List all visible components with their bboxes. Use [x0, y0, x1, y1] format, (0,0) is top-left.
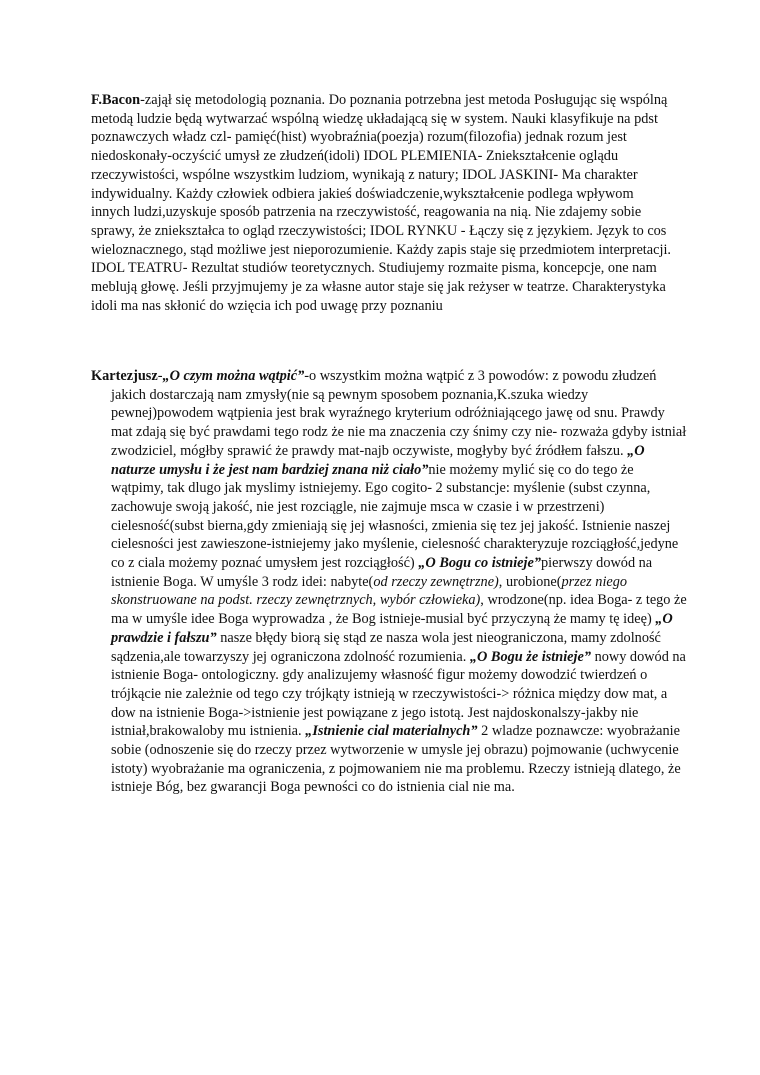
bacon-text: -zajął się metodologią poznania. Do poznania potrzebna jest metoda Posługując się wspólną metodą ludzie będą wytwarzać wspólną wiedzę układającą się w system. Nauki klasyfikuje na pdst poznawczych władz czl- pamięć(hist) wyobraźnia(poezja) rozum(filozofia) jednak rozum jest niedoskonały-oczyścić umysł ze złudzeń(idoli) IDOL PLEMIENIA- Zniekształcenie oglądu rzeczywistości, wspólne wszystkim ludziom, wynikają z natury; IDOL JASKINI- Ma charakter indywidualny. Każdy człowiek odbiera jakieś doświadczenie,wykształcenie podlega wpływom innych ludzi,uzyskuje sposób patrzenia na rzeczywistość, reagowania na nią. Nie zdajemy sobie sprawy, że zniekształca to ogląd rzeczywistości; IDOL RYNKU - Łączy się z językiem. Język to cos wieloznacznego, stąd możliwe jest nieporozumienie. Każdy zapis staje się przedmiotem interpretacji. IDOL TEATRU- Rezultat studiów teoretycznych. Studiujemy rozmaite pisma, koncepcje, one nam meblują głowę. Jeśli przyjmujemy je za własne autor staje się jak reżyser w teatrze. Charakterystyka idoli ma nas skłonić do wzięcia ich pod uwagę przy poznaniu: [91, 92, 671, 314]
heading-o-prawdzie-i-falszu: „O prawdzie i fałszu”: [111, 611, 673, 646]
text-segment: , wrodzone(np. idea Boga- z tego że ma w umyśle idee Boga wyprowadza , że Bog istnieje-musial być przyczyną że mamy tę ideę): [111, 592, 687, 628]
heading-istnienie-cial-materialnych: „Istnienie cial materialnych”: [305, 723, 478, 740]
kartezjusz-separator: -: [157, 368, 163, 384]
text-segment: nowy dowód na istnienie Boga- ontologiczny. gdy analizujemy własność figur możemy dowodzić twierdzeń o trójkącie nie zależnie od tego czy trójkąty istnieją w rzeczywistości-> różnica między dow mat, a dow na istnienie Boga->istnienie jest powiązane z jego istotą. Jest najdoskonalszy-jakby nie istniał,brakowaloby mu istnienia.: [111, 648, 686, 740]
kartezjusz-name: Kartezjusz: [91, 368, 158, 384]
text-segment: nie możemy mylić się co do tego że wątpimy, tak dlugo jak myslimy istniejemy. Ego cogito- 2 substancje: myślenie (subst czynna, zachowuje swoją jakość, nie jest rozciągle, nie zajmuje msca w czasie i w przestrzeni) cielesność(subst bierna,gdy zmieniają się jej własności, zmienia się tez jej jakość. Istnienie naszej cielesności jest zawieszone-istniejemy jako myślenie, cielesność charakteryzuje rozciągłość,jedyne co z ciala możemy poznać umysłem jest rozciągłość): [111, 461, 679, 572]
bacon-paragraph: [91, 91, 671, 315]
text-segment: pierwszy dowód na istnienie Boga. W umyśle 3 rodz idei: nabyte(: [111, 555, 653, 590]
heading-o-czym-mozna-watpic: „O czym można wątpić”: [162, 368, 305, 384]
text-segment: -o wszystkim można wątpić z 3 powodów: z powodu złudzeń jakich dostarczają nam zmysły(nie są pewnym sposobem poznania,K.szuka wiedzy pewnej)powodem wątpienia jest brak wyraźnego kryterium odróżniającego jawę od snu. Prawdy mat zdają się być prawdami tego rodz że nie ma znaczenia czy śnimy czy nie- rozważa gdyby istniał zwodziciel, mógłby sprawić że prawdy mat-najb oczywiste, mogłyby być źródłem fałszu.: [111, 368, 687, 459]
kartezjusz-paragraph: [91, 367, 689, 797]
heading-o-naturze-umyslu: „O naturze umysłu i że jest nam bardziej znana niż ciało”: [111, 442, 645, 478]
heading-o-bogu-ze-istnieje: „O Bogu że istnieje”: [469, 648, 591, 665]
italic-note: przez niego skonstruowane na podst. rzeczy zewnętrznych, wybór człowieka): [111, 573, 628, 609]
bacon-name: F.Bacon: [91, 92, 141, 108]
text-segment: 2 wladze poznawcze: wyobrażanie sobie (odnoszenie się do rzeczy przez wytworzenie w umysle jej obrazu) pojmowanie (uchwycenie istoty) wyobrażanie ma ograniczenia, z pojmowaniem nie ma problemu. Rzeczy istnieją dlatego, że istnieje Bóg, bez gwarancji Boga pewności co do istnienia cial nie ma.: [111, 723, 681, 796]
heading-o-bogu-co-istnieje: „O Bogu co istnieje”: [418, 555, 541, 572]
text-segment: , urobione(: [498, 573, 562, 590]
text-segment: nasze błędy biorą się stąd ze nasza wola jest nieograniczona, mamy zdolność sądzenia,ale towarzyszy jej ograniczona zdolność rozumienia.: [111, 629, 661, 665]
italic-note: od rzeczy zewnętrzne): [373, 573, 499, 590]
